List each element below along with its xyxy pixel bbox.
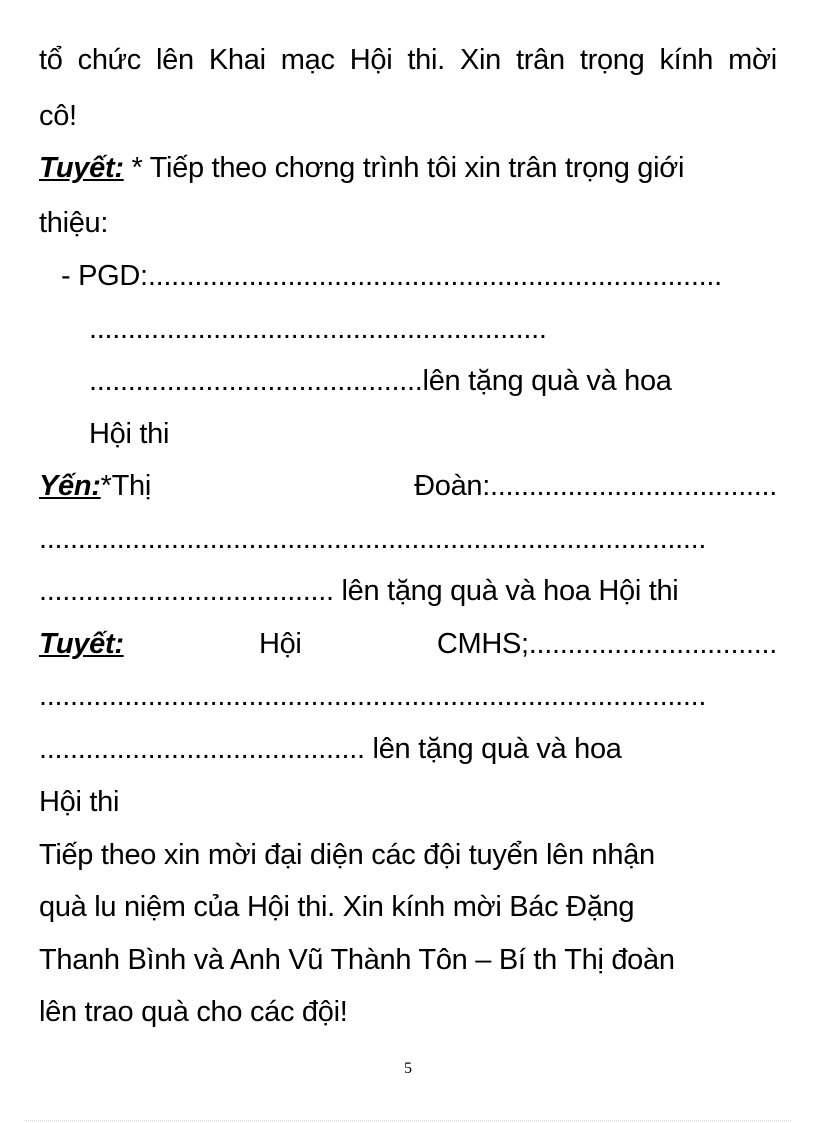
speaker-label: Yến:	[39, 470, 101, 502]
speaker-label: Tuyết:	[39, 152, 124, 184]
text-line: tổ chức lên Khai mạc Hội thi. Xin trân trọng kính mời	[39, 44, 777, 76]
text-line: Yến:*Thị Đoàn:.....................................	[39, 470, 777, 502]
text-line: Tiếp theo xin mời đại diện các đội tuyển lên nhận	[39, 839, 655, 871]
speaker-label: Tuyết:	[39, 628, 124, 660]
text-line: ...........................................lên tặng quà và hoa	[89, 365, 672, 397]
text-line: Hội thi	[89, 418, 170, 450]
text-line: thiệu:	[39, 207, 109, 239]
text-line: Hội thi	[39, 786, 120, 818]
text-line: quà lu niệm của Hội thi. Xin kính mời Bác Đặng	[39, 891, 635, 923]
text-line: Tuyết: Hội CMHS;................................	[39, 628, 777, 660]
text-line: lên trao quà cho các đội!	[39, 996, 348, 1028]
text-line: ......................................................................................	[39, 523, 707, 555]
text-line: ...........................................................	[89, 313, 547, 345]
text-line: - PGD:..........................................................................	[61, 260, 722, 292]
text-line: ...................................... lên tặng quà và hoa Hội thi	[39, 575, 679, 607]
footer-divider	[25, 1120, 791, 1121]
text-line: Tuyết: * Tiếp theo chơng trình tôi xin trân trọng giới	[39, 152, 685, 184]
text-line: Thanh Bình và Anh Vũ Thành Tôn – Bí th Thị đoàn	[39, 944, 675, 976]
text-line: .......................................... lên tặng quà và hoa	[39, 733, 622, 765]
page-number: 5	[404, 1060, 412, 1077]
text-line: ......................................................................................	[39, 680, 707, 712]
text-line: cô!	[39, 100, 77, 132]
